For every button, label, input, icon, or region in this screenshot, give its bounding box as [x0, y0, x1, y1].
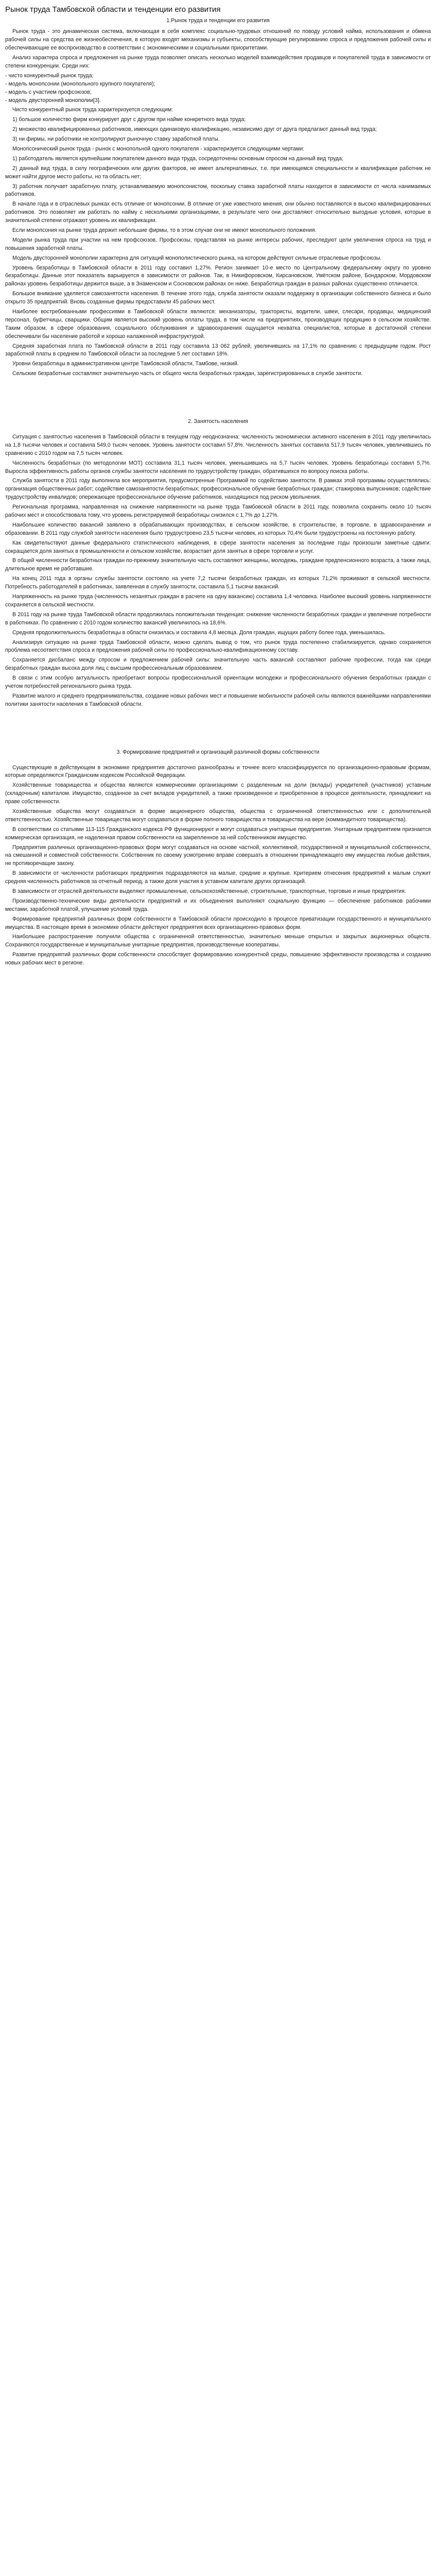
document	[5, 0, 431, 974]
paragraph: Существующие в действующем в экономике предприятия достаточно разнообразны и точнее всего классифицируются по организационно-правовым формам, которые определяются Гражданским кодексом Российской Федерации.	[5, 764, 431, 779]
paragraph: Производственно-технические виды деятельности предприятий и их объединения выполняют социальную функцию — обеспечение работников рабочими местами, заработной платой, улучшение условий труда.	[5, 897, 431, 912]
list-item: - модель с участием профсоюзов;	[5, 89, 92, 95]
paragraph: В общей численности безработных граждан по-прежнему значительную часть составляют женщины, молодежь, граждане предпенсионного возраста, а также лица, длительное время не работавшие.	[5, 557, 431, 572]
section-1-intro	[5, 28, 431, 70]
paragraph: Численность безработных (по методологии МОТ) составила 31,1 тысяч человек, уменьшившись на 5,7 тысяч человек. Уровень безработицы составил 5,7%. Выросла эффективность работы органов службы занятости населения по трудоустройству граждан, обратившихся по вопросу поиска работы.	[5, 460, 431, 474]
paragraph: Уровни безработицы в административном центре Тамбовской области, Тамбове, низкий.	[12, 361, 239, 367]
paragraph: 1) большое количество фирм конкурирует друг с другом при найме конкретного вида труда;	[12, 116, 246, 123]
section-1-competitive-market	[5, 106, 431, 262]
list-item: - модель двусторонней монополии[3].	[5, 97, 101, 104]
paragraph: На конец 2011 года в органы службы занятости состояло на учете 7,2 тысячи безработных граждан, из которых 71,2% проживают в сельской местности. Потребность работодателей в работниках, заявленная в службу занятости, составила 5,1 тысячи вакансий.	[5, 575, 431, 590]
paragraph: 3) работник получает заработную плату, устанавливаемую монопсонистом, поскольку ставка заработной платы находится в зависимости от числа нанимаемых работников.	[5, 183, 431, 198]
paragraph: В зависимости от отраслей деятельности выделяют промышленные, сельскохозяйственные, строительные, транспортные, торговые и иные предприятия.	[12, 888, 406, 894]
paragraph: 1) работодатель является крупнейшим покупателем данного вида труда, сосредоточены основным спросом на данный вид труда;	[12, 155, 343, 162]
paragraph: Уровень безработицы в Тамбовской области в 2011 году составил 1,27%. Регион занимает 10-е место по Центральному федеральному округу по уровню безработицы. Данные этот показатель варьируется в зависимости от районов. Так, в Никифоровском, Кирсановском, Умётском районе, Бондарском, Мордовском районах уровень безработицы держится выше, а в Знаменском и Сосновском районах он ниже. Безработица граждан в разных районах существенно отличается.	[5, 264, 431, 287]
section-gap	[5, 380, 431, 411]
section-2-body	[5, 433, 431, 709]
paragraph: Если монопсония на рынке труда держит небольшие фирмы, то в этом случае они не имеют монопольного положения.	[12, 227, 317, 233]
paragraph: Средняя заработная плата по Тамбовской области в 2011 году составила 13 062 рублей, увеличившись на 17,1% по сравнению с предыдущим годом. Рост заработной платы в среднем по Тамбовской области за последние 5 лет составил 18%.	[5, 343, 431, 358]
paragraph: В соответствии со статьями 113-115 Гражданского кодекса РФ функционируют и могут создаваться унитарные предприятия. Унитарным предприятием признается коммерческая организация, не наделенная правом собственности на закрепленное за ней собственником имущество.	[5, 826, 431, 841]
paragraph: В зависимости от численности работающих предприятия подразделяются на малые, средние и крупные. Критерием отнесения предприятий к малым служит средняя численность работников за отчетный период, а также доля участия в уставном капитале других организаций.	[5, 870, 431, 885]
paragraph: 2) данный вид труда, в силу географических или других факторов, не имеет альтернативных, т.е. при имеющемся специальности и квалификации работник не может найти другое место работы, но та область нет;	[5, 165, 431, 180]
paragraph: Сохраняется дисбаланс между спросом и предложением рабочей силы: значительную часть вакансий составляют рабочие профессии, тогда как среди безработных граждан высока доля лиц с высшим профессиональным образованием.	[5, 657, 431, 672]
list-item: - чисто конкурентный рынок труда;	[5, 72, 94, 79]
section-1-unemployment-levels	[5, 264, 431, 379]
paragraph: Развитие предприятий различных форм собственности способствует формированию конкурентной среды, повышению эффективности производства и созданию новых рабочих мест в регионе.	[5, 952, 431, 967]
section-3-title: 3. Формирование предприятий и организаций различной формы собственности	[116, 749, 320, 755]
paragraph: Предприятия различных организационно-правовых форм могут создаваться на основе частной, коллективной, государственной и муниципальной собственности, на смешанной и совместной собственности. Собственник по своему усмотрению вправе совершать в отношении принадлежащего ему имущества любые действия, не противоречащие закону.	[5, 844, 431, 867]
paragraph: Развитие малого и среднего предпринимательства, создание новых рабочих мест и повышение мобильности рабочей силы являются важнейшими направлениями политики занятости населения в Тамбовской области.	[5, 692, 431, 707]
paragraph: Ситуация с занятостью населения в Тамбовской области в текущем году неоднозначна: численность экономически активного населения в 2011 году увеличилась на 1,8 тысячи человек и составила 549,0 тысяч человек. Уровень занятости составил 57,8%. Численность занятых составила 517,9 тысяч человек, увеличившись по сравнению с 2010 годом на 7,5 тысяч человек.	[5, 434, 431, 456]
paragraph: Наибольшее количество вакансий заявлено в обрабатывающих производствах, в сельском хозяйстве, в строительстве, в торговле, в здравоохранении и образовании. В 2011 году службой занятости населения было трудоустроено 23,5 тысячи человек, из которых 70,4% были трудоустроены на постоянную работу.	[5, 521, 431, 536]
paragraph: Формирование предприятий различных форм собственности в Тамбовской области происходило в процессе приватизации государственного и муниципального имущества. В настоящее время в экономике области действуют предприятия всех организационно-правовых форм.	[5, 916, 431, 930]
list-item: - модель монопсонии (монопольного крупного покупателя);	[5, 80, 155, 87]
paragraph: В 2011 году на рынке труда Тамбовской области продолжилась положительная тенденция: снижение численности безработных граждан и увеличение потребности в работниках. По сравнению с 2010 годом количество вакансий увеличилось на 18,6%.	[5, 611, 431, 626]
section-3-body	[5, 764, 431, 968]
paragraph: Как свидетельствуют данные федерального статистического наблюдения, в сфере занятости населения за последние годы произошли заметные сдвиги: сокращается доля занятых в промышленности и сельском хозяйстве, возрастает доля занятых в сфере торговли и услуг.	[5, 539, 431, 554]
section-1-subtitle: 1.Рынок труда и тенденции его развития	[166, 17, 270, 24]
paragraph: Напряженность на рынке труда (численность незанятых граждан в расчете на одну вакансию) составила 1,4 человека. Наиболее высокий уровень напряженности сохраняется в сельской местности.	[5, 594, 431, 608]
paragraph: В связи с этим особую актуальность приобретают вопросы профессиональной ориентации молодежи и профессионального обучения безработных граждан с учетом потребностей регионального рынка труда.	[5, 675, 431, 689]
paragraph: Модель двусторонней монополии характерна для ситуаций монополистического рынка, на котором действуют сильные отраслевые профсоюзы.	[12, 255, 382, 261]
paragraph: Анализируя ситуацию на рынке труда Тамбовской области, можно сделать вывод о том, что рынок труда постепенно стабилизируется, однако сохраняется проблема несоответствия спроса и предложения рабочей силы по профессионально-квалификационному составу.	[5, 639, 431, 654]
paragraph: Наиболее востребованными профессиями в Тамбовской области являются: механизаторы, трактористы, водители, швеи, слесари, продавцы, медицинский персонал, буфетчицы, сварщики. Общим является высокий уровень оплаты труда, в том числе на предприятиях, производящих продукцию в сельском хозяйстве. Таким образом, в сфере образования, социального обслуживания и здравоохранения ощущается нехватка специалистов, которые в достаточной степени обеспечивали бы население работой и хорошо налаженной инфраструктурой.	[5, 309, 431, 340]
paragraph: Модели рынка труда при участии на нем профсоюзов. Профсоюзы, представляя на рынке интересы рабочих, преследуют цели увеличения спроса на труд и повышения заработной платы.	[5, 236, 431, 251]
paragraph: 3) ни фирмы, ни работники не контролируют рыночную ставку заработной платы.	[12, 136, 220, 143]
paragraph: Хозяйственные общества могут создаваться в форме акционерного общества, общества с ограниченной ответственностью или с дополнительной ответственностью. Хозяйственные товарищества могут создаваться в форме полного товарищества и товарищества на вере (коммандитного товарищества).	[5, 808, 431, 823]
paragraph: Сельские безработные составляют значительную часть от общего числа безработных граждан, зарегистрированных в службе занятости.	[12, 370, 363, 377]
paragraph: Большое внимание уделяется самозанятости населения. В течение этого года, служба занятости оказали поддержку в организации собственного бизнеса и было открыто 35 предприятий. Вновь созданные фирмы предоставили 45 рабочих мест.	[5, 291, 431, 306]
paragraph: Наибольшее распространение получили общества с ограниченной ответственностью, значительно меньше открытых и закрытых акционерных обществ. Сохраняются государственные и муниципальные унитарные предприятия, производственные кооперативы.	[5, 934, 431, 948]
paragraph: 2) множество квалифицированных работников, имеющих одинаковую квалификацию, независимо друг от друга предлагают данный вид труда;	[12, 126, 377, 133]
paragraph: Рынок труда - это динамическая система, включающая в себя комплекс социально-трудовых отношений по поводу условий найма, использования и обмена рабочей силы на средства ее жизнеобеспечения, в которую входят механизмы и субъекты, способствующие регулированию спроса и предложения рабочей силы и обеспечивающие ее воспроизводство в соответствии с экономическими и социальными приоритетами.	[5, 28, 431, 52]
paragraph: Служба занятости в 2011 году выполнила все мероприятия, предусмотренные Программой по содействию занятости. В рамках этой программы осуществлялись: организация общественных работ; содействие самозанятости безработных; профессиональное обучение безработных граждан; стажировка выпускников; содействие трудоустройству инвалидов; опережающее профессиональное обучение работников, находящихся под риском увольнения.	[5, 478, 431, 501]
paragraph: Средняя продолжительность безработицы в области снизилась и составила 4,8 месяца. Доля граждан, ищущих работу более года, уменьшилась.	[12, 629, 386, 636]
paragraph: В начале года и в отраслевых рынках есть отличие от монопсонии. В отличие от уже известного мнения, они обычно поставляются в высоко квалифицированных работников. Это позволяет им работать по найму с несколькими организациями, в результате чего они доставляют относительно выгодные условия, которые в значительной степени отражают уровень их квалификации.	[5, 201, 431, 224]
labor-market-models-list	[5, 72, 431, 105]
section-gap	[5, 710, 431, 741]
paragraph: Монопсонический рынок труда - рынок с монопольной одного покупателя - характеризуется следующими чертами:	[12, 145, 305, 152]
paragraph: Анализ характера спроса и предложения на рынке труда позволяет описать несколько моделей взаимодействия продавцов и покупателей труда в зависимости от степени конкуренции. Среди них:	[5, 55, 431, 69]
paragraph: Хозяйственные товарищества и общества являются коммерческими организациями с разделенным на доли (вклады) учредителей (участников) уставным (складочным) капиталом. Имущество, созданное за счет вкладов учредителей, а также произведенное и приобретенное в процессе деятельности, принадлежит на праве собственности.	[5, 782, 431, 805]
section-2-title: 2. Занятость населения	[187, 418, 249, 425]
paragraph: Чисто конкурентный рынок труда характеризуется следующим:	[12, 107, 173, 113]
paragraph: Региональная программа, направленная на снижение напряженности на рынке труда Тамбовской области в 2011 году, позволила сохранить около 10 тысяч рабочих мест и способствовала тому, что уровень регистрируемой безработицы снизился с 1,7% до 1,27%.	[5, 504, 431, 519]
page-title: Рынок труда Тамбовской области и тенденции его развития	[5, 5, 221, 14]
